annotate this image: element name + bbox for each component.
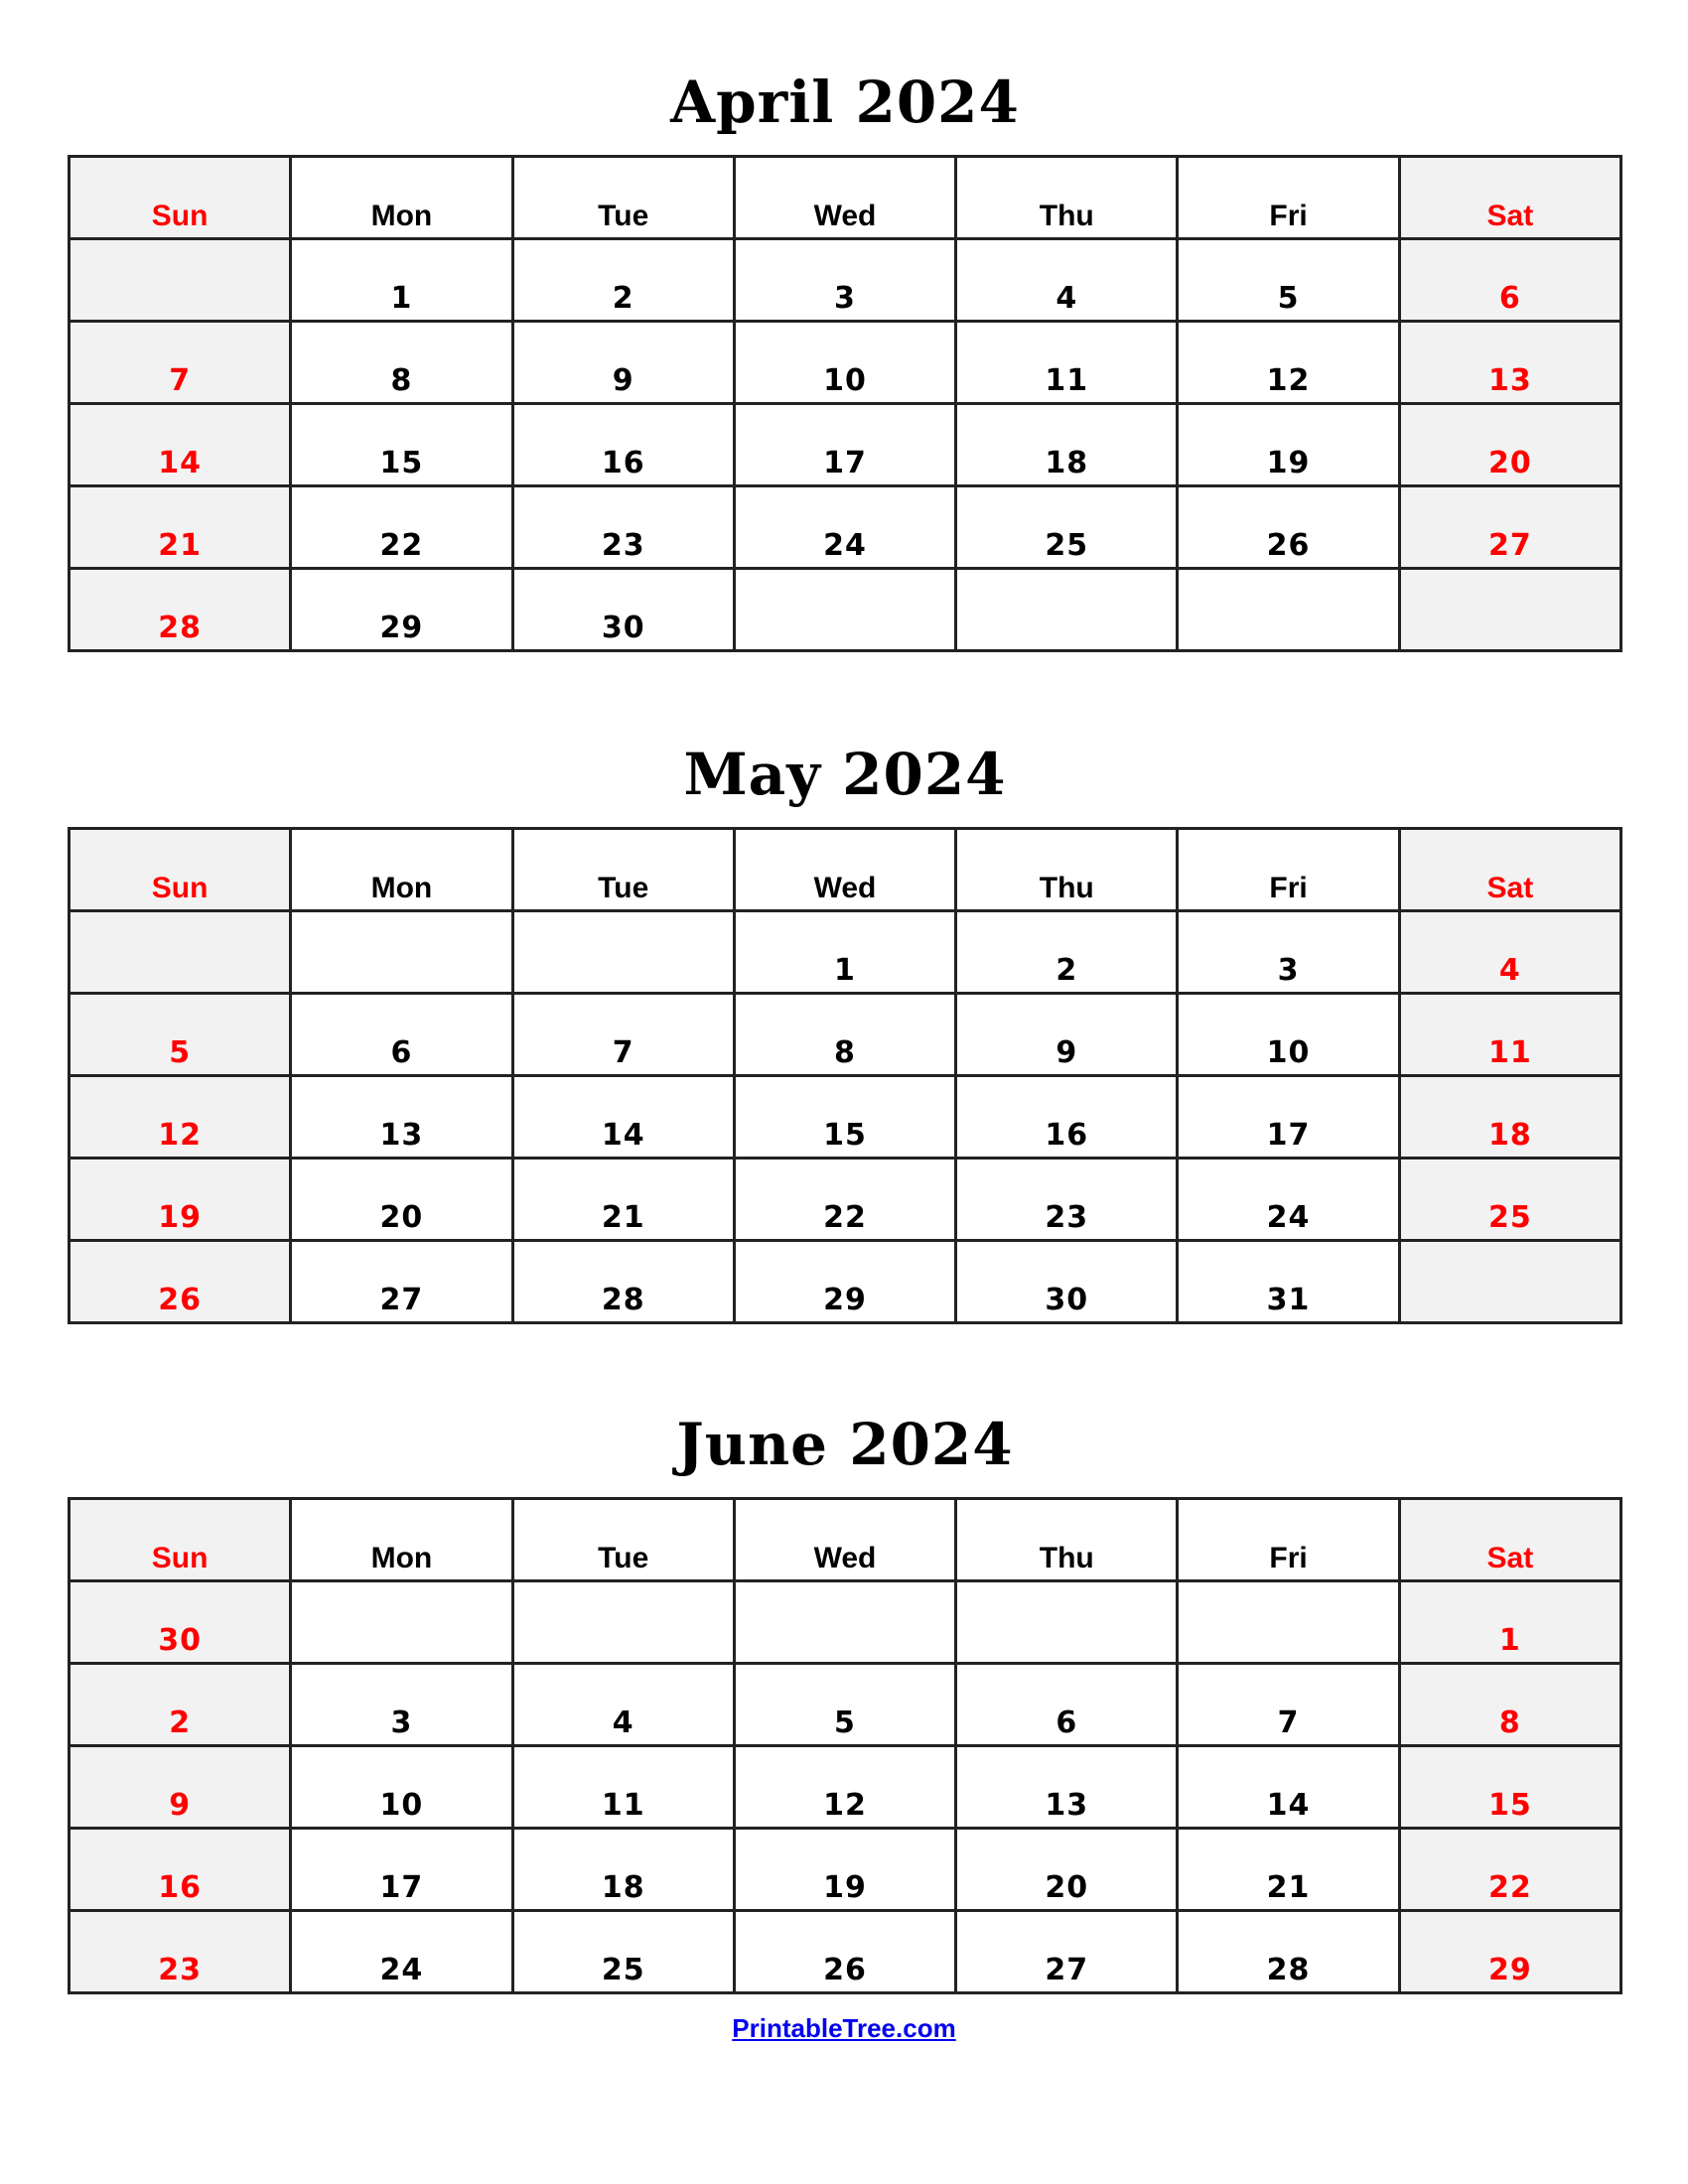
- day-cell: 3: [291, 1664, 512, 1746]
- day-cell: 10: [291, 1746, 512, 1829]
- day-cell: 31: [1178, 1241, 1399, 1323]
- day-cell: 14: [70, 404, 291, 486]
- weekday-header-mon: Mon: [291, 1499, 512, 1581]
- week-row: [70, 486, 1621, 569]
- day-cell: 27: [1399, 486, 1620, 569]
- day-cell: 14: [1178, 1746, 1399, 1829]
- day-cell: 16: [70, 1829, 291, 1911]
- day-cell: 29: [734, 1241, 955, 1323]
- day-cell: [291, 911, 512, 994]
- week-row: [70, 1746, 1621, 1829]
- day-cell: 2: [512, 239, 734, 322]
- day-cell: 23: [512, 486, 734, 569]
- weekday-header-fri: Fri: [1178, 1499, 1399, 1581]
- day-cell: 9: [512, 322, 734, 404]
- day-cell: 12: [1178, 322, 1399, 404]
- weekday-header-tue: Tue: [512, 157, 734, 239]
- day-cell: 2: [956, 911, 1178, 994]
- day-cell: [70, 911, 291, 994]
- day-cell: 17: [1178, 1076, 1399, 1159]
- day-cell: 5: [70, 994, 291, 1076]
- week-row: [70, 239, 1621, 322]
- day-cell: 20: [291, 1159, 512, 1241]
- day-cell: 11: [956, 322, 1178, 404]
- day-cell: [956, 1581, 1178, 1664]
- day-cell: 25: [956, 486, 1178, 569]
- weekday-header-fri: Fri: [1178, 829, 1399, 911]
- day-cell: 30: [512, 569, 734, 651]
- day-cell: 3: [1178, 911, 1399, 994]
- day-cell: 6: [291, 994, 512, 1076]
- weekday-header-sun: Sun: [70, 1499, 291, 1581]
- day-cell: 6: [956, 1664, 1178, 1746]
- day-cell: 24: [1178, 1159, 1399, 1241]
- day-cell: 9: [70, 1746, 291, 1829]
- day-cell: 4: [1399, 911, 1620, 994]
- week-row: [70, 1076, 1621, 1159]
- day-cell: 23: [956, 1159, 1178, 1241]
- week-row: [70, 1581, 1621, 1664]
- month-title: April 2024: [670, 68, 1020, 136]
- day-cell: 30: [70, 1581, 291, 1664]
- day-cell: 8: [734, 994, 955, 1076]
- month-grid: [68, 155, 1622, 652]
- day-cell: [734, 1581, 955, 1664]
- day-cell: 1: [291, 239, 512, 322]
- day-cell: 22: [734, 1159, 955, 1241]
- day-cell: 30: [956, 1241, 1178, 1323]
- day-cell: 7: [512, 994, 734, 1076]
- day-cell: 4: [956, 239, 1178, 322]
- week-row: [70, 994, 1621, 1076]
- week-row: [70, 404, 1621, 486]
- day-cell: 21: [1178, 1829, 1399, 1911]
- day-cell: 8: [291, 322, 512, 404]
- day-cell: 20: [956, 1829, 1178, 1911]
- day-cell: 7: [70, 322, 291, 404]
- day-cell: 22: [291, 486, 512, 569]
- day-cell: 5: [734, 1664, 955, 1746]
- day-cell: 23: [70, 1911, 291, 1993]
- weekday-header-wed: Wed: [734, 1499, 955, 1581]
- weekday-header-sun: Sun: [70, 829, 291, 911]
- day-cell: 9: [956, 994, 1178, 1076]
- day-cell: [956, 569, 1178, 651]
- day-cell: 10: [734, 322, 955, 404]
- day-cell: [512, 911, 734, 994]
- day-cell: 21: [70, 486, 291, 569]
- day-cell: 28: [1178, 1911, 1399, 1993]
- week-row: [70, 1241, 1621, 1323]
- weekday-header-sun: Sun: [70, 157, 291, 239]
- day-cell: 28: [512, 1241, 734, 1323]
- day-cell: 17: [291, 1829, 512, 1911]
- day-cell: [1399, 1241, 1620, 1323]
- day-cell: 27: [956, 1911, 1178, 1993]
- day-cell: 16: [956, 1076, 1178, 1159]
- week-row: [70, 569, 1621, 651]
- day-cell: 29: [1399, 1911, 1620, 1993]
- month-grid: [68, 1497, 1622, 1994]
- day-cell: [1399, 569, 1620, 651]
- day-cell: 5: [1178, 239, 1399, 322]
- day-cell: 19: [1178, 404, 1399, 486]
- day-cell: 10: [1178, 994, 1399, 1076]
- day-cell: 22: [1399, 1829, 1620, 1911]
- weekday-header-wed: Wed: [734, 829, 955, 911]
- week-row: [70, 1159, 1621, 1241]
- weekday-header-fri: Fri: [1178, 157, 1399, 239]
- weekday-header-mon: Mon: [291, 829, 512, 911]
- weekday-header-thu: Thu: [956, 1499, 1178, 1581]
- day-cell: [512, 1581, 734, 1664]
- day-cell: 25: [512, 1911, 734, 1993]
- day-cell: [70, 239, 291, 322]
- day-cell: 12: [734, 1746, 955, 1829]
- day-cell: 24: [291, 1911, 512, 1993]
- day-cell: 17: [734, 404, 955, 486]
- day-cell: [291, 1581, 512, 1664]
- weekday-header-sat: Sat: [1399, 1499, 1620, 1581]
- day-cell: 20: [1399, 404, 1620, 486]
- weekday-header-wed: Wed: [734, 157, 955, 239]
- weekday-header-tue: Tue: [512, 1499, 734, 1581]
- weekday-header-thu: Thu: [956, 157, 1178, 239]
- day-cell: 13: [1399, 322, 1620, 404]
- day-cell: 24: [734, 486, 955, 569]
- day-cell: [1178, 569, 1399, 651]
- day-cell: 25: [1399, 1159, 1620, 1241]
- day-cell: 7: [1178, 1664, 1399, 1746]
- weekday-header-row: [70, 829, 1621, 911]
- day-cell: 3: [734, 239, 955, 322]
- day-cell: 1: [734, 911, 955, 994]
- day-cell: 12: [70, 1076, 291, 1159]
- day-cell: 4: [512, 1664, 734, 1746]
- week-row: [70, 1664, 1621, 1746]
- month-title: June 2024: [676, 1411, 1014, 1478]
- month-title: May 2024: [683, 741, 1007, 808]
- day-cell: 8: [1399, 1664, 1620, 1746]
- day-cell: 15: [734, 1076, 955, 1159]
- day-cell: 6: [1399, 239, 1620, 322]
- week-row: [70, 911, 1621, 994]
- day-cell: 2: [70, 1664, 291, 1746]
- weekday-header-sat: Sat: [1399, 829, 1620, 911]
- day-cell: 21: [512, 1159, 734, 1241]
- day-cell: 28: [70, 569, 291, 651]
- weekday-header-row: [70, 1499, 1621, 1581]
- day-cell: 13: [956, 1746, 1178, 1829]
- day-cell: 18: [512, 1829, 734, 1911]
- day-cell: 11: [512, 1746, 734, 1829]
- weekday-header-sat: Sat: [1399, 157, 1620, 239]
- printabletree-link[interactable]: PrintableTree.com: [732, 2013, 956, 2043]
- day-cell: 27: [291, 1241, 512, 1323]
- week-row: [70, 1829, 1621, 1911]
- weekday-header-thu: Thu: [956, 829, 1178, 911]
- weekday-header-mon: Mon: [291, 157, 512, 239]
- day-cell: 15: [1399, 1746, 1620, 1829]
- day-cell: [734, 569, 955, 651]
- day-cell: 19: [734, 1829, 955, 1911]
- week-row: [70, 1911, 1621, 1993]
- day-cell: 13: [291, 1076, 512, 1159]
- day-cell: 1: [1399, 1581, 1620, 1664]
- day-cell: 14: [512, 1076, 734, 1159]
- day-cell: 26: [734, 1911, 955, 1993]
- weekday-header-row: [70, 157, 1621, 239]
- week-row: [70, 322, 1621, 404]
- month-grid: [68, 827, 1622, 1324]
- day-cell: 26: [1178, 486, 1399, 569]
- day-cell: 11: [1399, 994, 1620, 1076]
- day-cell: [1178, 1581, 1399, 1664]
- day-cell: 18: [1399, 1076, 1620, 1159]
- day-cell: 26: [70, 1241, 291, 1323]
- day-cell: 15: [291, 404, 512, 486]
- day-cell: 19: [70, 1159, 291, 1241]
- day-cell: 16: [512, 404, 734, 486]
- weekday-header-tue: Tue: [512, 829, 734, 911]
- day-cell: 29: [291, 569, 512, 651]
- day-cell: 18: [956, 404, 1178, 486]
